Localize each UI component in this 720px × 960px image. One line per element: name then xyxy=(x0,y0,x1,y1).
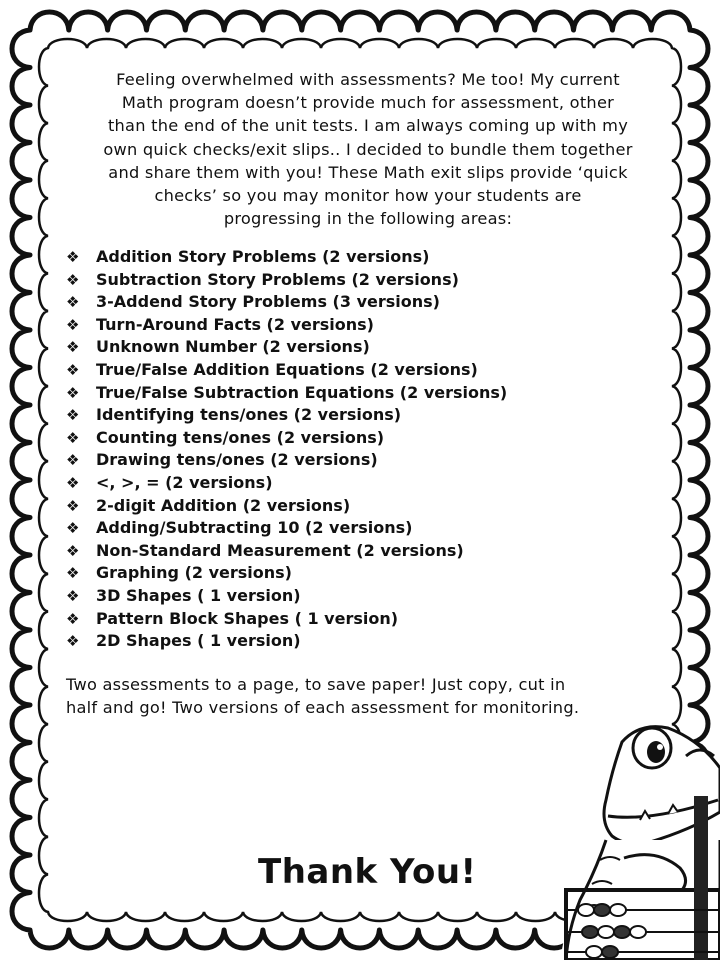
list-item-label: Adding/Subtracting 10 (2 versions) xyxy=(96,518,413,538)
intro-line: checks’ so you may monitor how your students are xyxy=(154,186,582,206)
list-item-label: Graphing (2 versions) xyxy=(96,563,292,583)
diamond-bullet-icon: ❖ xyxy=(66,632,80,651)
list-item-label: Subtraction Story Problems (2 versions) xyxy=(96,269,459,289)
diamond-bullet-icon: ❖ xyxy=(66,451,80,470)
diamond-bullet-icon: ❖ xyxy=(66,519,80,538)
list-item-label: 3D Shapes ( 1 version) xyxy=(96,585,301,605)
diamond-bullet-icon: ❖ xyxy=(66,541,80,560)
intro-line: than the end of the unit tests. I am always coming up with my xyxy=(107,116,629,136)
intro-line: progressing in the following areas: xyxy=(223,209,513,229)
diamond-bullet-icon: ❖ xyxy=(66,473,80,492)
list-item-label: Addition Story Problems (2 versions) xyxy=(96,247,430,266)
closing-line: Two assessments to a page, to save paper! Just copy, cut in xyxy=(66,675,566,694)
closing-line: half and go! Two versions of each assessment for monitoring. xyxy=(66,697,580,717)
list-item xyxy=(66,359,666,382)
list-item xyxy=(66,314,666,337)
intro-line: Math program doesn’t provide much for assessment, other xyxy=(121,93,615,113)
diamond-bullet-icon: ❖ xyxy=(66,293,80,312)
list-item xyxy=(66,291,666,314)
list-item xyxy=(66,336,666,359)
list-item xyxy=(66,585,666,608)
list-item-label: Drawing tens/ones (2 versions) xyxy=(96,450,378,470)
diamond-bullet-icon: ❖ xyxy=(66,609,80,628)
diamond-bullet-icon: ❖ xyxy=(66,406,80,425)
list-item xyxy=(66,246,666,269)
diamond-bullet-icon: ❖ xyxy=(66,586,80,605)
list-item xyxy=(66,427,666,450)
thank-you-heading: Thank You! xyxy=(258,852,477,892)
list-item-label: 3-Addend Story Problems (3 versions) xyxy=(96,292,440,312)
list-item xyxy=(66,608,666,631)
intro-line: and share them with you! These Math exit slips provide ‘quick xyxy=(108,162,628,182)
diamond-bullet-icon: ❖ xyxy=(66,338,80,357)
diamond-bullet-icon: ❖ xyxy=(66,496,80,515)
list-item-label: Non-Standard Measurement (2 versions) xyxy=(96,540,464,560)
diamond-bullet-icon: ❖ xyxy=(66,270,80,289)
list-item-label: Pattern Block Shapes ( 1 version) xyxy=(96,608,399,628)
list-item xyxy=(66,404,666,427)
list-item xyxy=(66,630,666,653)
list-item-label: Turn-Around Facts (2 versions) xyxy=(96,314,374,334)
diamond-bullet-icon: ❖ xyxy=(66,383,80,402)
topic-list xyxy=(66,246,666,653)
list-item xyxy=(66,449,666,472)
diamond-bullet-icon: ❖ xyxy=(66,564,80,583)
list-item-label: Counting tens/ones (2 versions) xyxy=(96,427,385,447)
intro-line: own quick checks/exit slips.. I decided to bundle them together xyxy=(103,139,633,159)
list-item-label: True/False Addition Equations (2 versions) xyxy=(96,359,478,379)
intro-paragraph xyxy=(62,68,674,230)
intro-line: Feeling overwhelmed with assessments? Me too! My current xyxy=(116,70,620,89)
list-item xyxy=(66,269,666,292)
diamond-bullet-icon: ❖ xyxy=(66,428,80,447)
list-item xyxy=(66,495,666,518)
list-item-label: True/False Subtraction Equations (2 versions) xyxy=(96,382,508,402)
list-item xyxy=(66,562,666,585)
list-item-label: 2-digit Addition (2 versions) xyxy=(96,495,351,515)
diamond-bullet-icon: ❖ xyxy=(66,360,80,379)
list-item xyxy=(66,382,666,405)
list-item xyxy=(66,540,666,563)
list-item-label: Identifying tens/ones (2 versions) xyxy=(96,405,402,425)
list-item-label: Unknown Number (2 versions) xyxy=(96,337,370,357)
diamond-bullet-icon: ❖ xyxy=(66,248,80,266)
diamond-bullet-icon: ❖ xyxy=(66,315,80,334)
list-item xyxy=(66,517,666,540)
list-item xyxy=(66,472,666,495)
list-item-label: 2D Shapes ( 1 version) xyxy=(96,631,301,651)
list-item-label: <, >, = (2 versions) xyxy=(96,472,273,492)
closing-paragraph xyxy=(66,674,666,719)
